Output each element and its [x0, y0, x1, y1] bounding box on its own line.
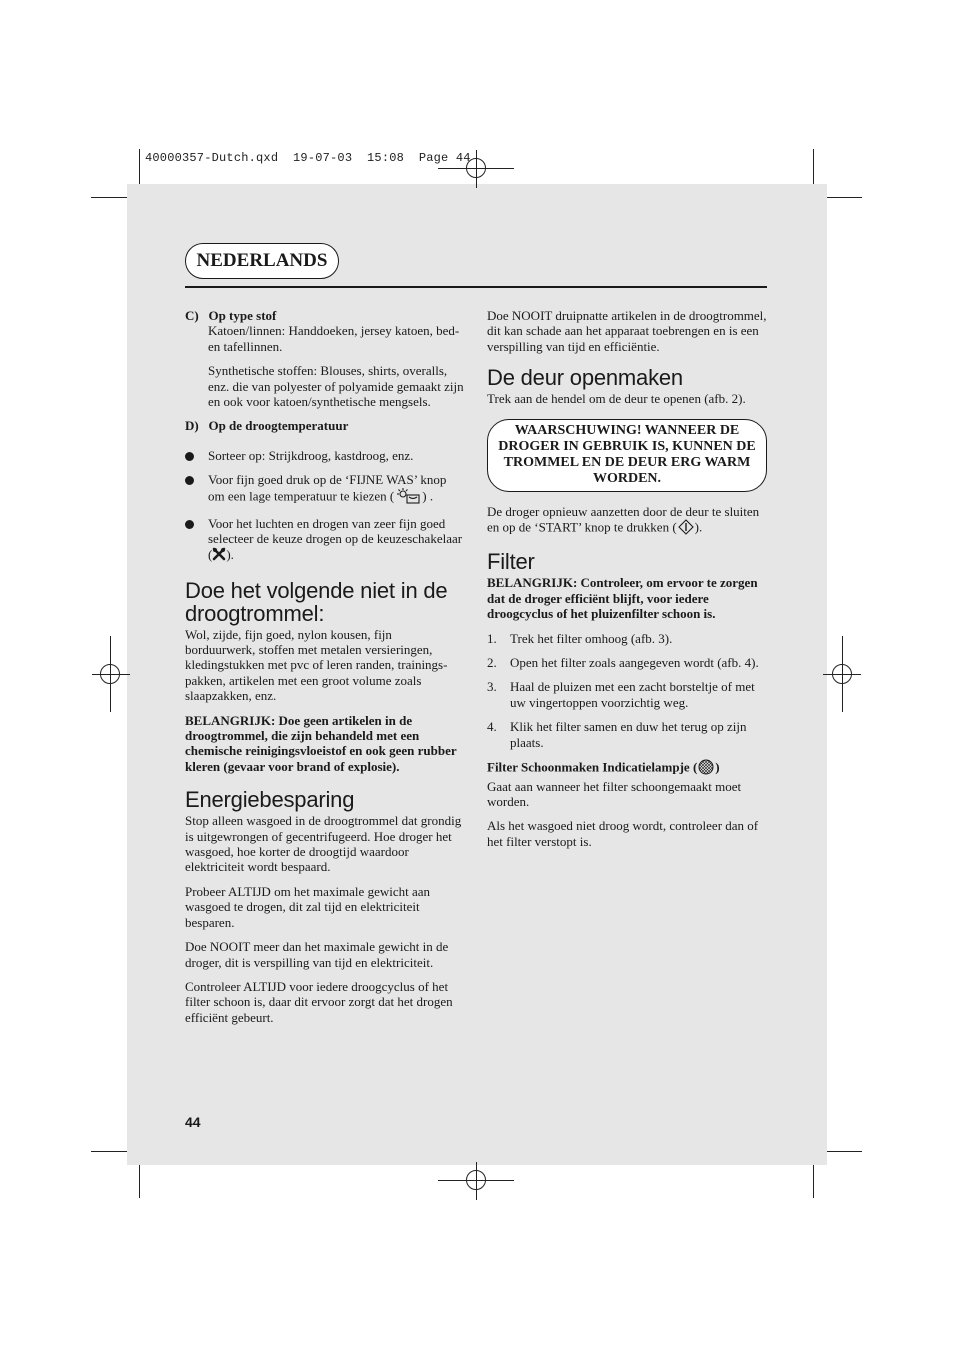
list-item: [185, 472, 465, 507]
intro-text: Doe NOOIT druipnatte artikelen in de droogtrommel, dit kan schade aan het apparaat toebrengen en is een verspilling van tijd en efficiëntie.: [487, 308, 767, 354]
cotton-text: Katoen/linnen: Handdoeken, jersey katoen, bed- en tafellinnen.: [208, 323, 460, 354]
bullet-text: Voor het luchten en drogen van zeer fijn goed selecteer de keuze drogen op de keuzeschakelaar (: [208, 516, 463, 562]
bullet-text: Sorteer op: Strijkdroog, kastdroog, enz.: [208, 447, 414, 463]
step-number: 1.: [487, 630, 497, 646]
bullet-text: Voor fijn goed druk op de ‘FIJNE WAS’ knop om een lage temperatuur te kiezen (: [208, 472, 447, 504]
indicator-title-start: Filter Schoonmaken Indicatielampje (: [487, 759, 698, 775]
restart-text-start: De droger opnieuw aanzetten door de deur te sluiten en op de ‘START’ knop te drukken (: [487, 503, 760, 535]
restart-text-end: ).: [694, 519, 703, 535]
right-column: [487, 308, 767, 858]
print-slug: 40000357-Dutch.qxd 19-07-03 15:08 Page 44: [145, 151, 471, 165]
bullet-icon: [185, 452, 194, 461]
section-d-label: D): [185, 418, 199, 434]
list-item: [487, 719, 767, 750]
indicator-title-end: ): [715, 759, 720, 775]
indicator-text: Gaat aan wanneer het filter schoongemaakt moet worden.: [487, 778, 742, 809]
section-d-title: Op de droogtemperatuur: [208, 418, 349, 434]
page-number: 44: [185, 1114, 201, 1130]
step-text: Haal de pluizen met een zacht borsteltje of met uw vingertoppen voorzichtig weg.: [510, 679, 755, 710]
not-in-dryer-text: Wol, zijde, fijn goed, nylon kousen, fijn borduurwerk, stoffen met metalen versieringen, kledingstukken met pvc of leren randen, trainings-pakken, artikelen met een groot volume zoals slaapzakken, enz.: [185, 626, 448, 704]
start-icon: [677, 519, 695, 538]
list-item: [487, 679, 767, 710]
section-c-label: C): [185, 308, 199, 323]
crop-mark: [139, 1160, 140, 1198]
heading-energy: Energiebesparing: [185, 787, 355, 813]
list-item: [487, 631, 767, 646]
header-rule: [185, 286, 339, 288]
step-text: Trek het filter omhoog (afb. 3).: [510, 630, 673, 646]
step-text: Klik het filter samen en duw het terug op zijn plaats.: [510, 719, 747, 750]
bullet-icon: [185, 476, 194, 485]
bullet-icon: [185, 520, 194, 529]
delicate-wash-icon: [394, 488, 422, 507]
energy-paragraph: Doe NOOIT meer dan het maximale gewicht in de droger, dit is verspilling van tijd en elektriciteit.: [185, 939, 449, 970]
energy-paragraph: Probeer ALTIJD om het maximale gewicht aan wasgoed te drogen, dit zal tijd en elektriciteit besparen.: [185, 883, 431, 930]
step-number: 4.: [487, 719, 497, 735]
heading-not-in-dryer: Doe het volgende niet in de droogtrommel:: [185, 577, 448, 626]
crop-mark: [91, 197, 131, 198]
crop-mark: [813, 149, 814, 187]
section-c-title: Op type stof: [208, 308, 277, 323]
list-item: [487, 655, 767, 670]
bullet-text-end: ) .: [422, 488, 434, 504]
list-item: [185, 448, 465, 463]
bullet-text-end: ).: [226, 546, 234, 562]
registration-mark: [466, 158, 486, 178]
filter-indicator-icon: [697, 759, 715, 778]
crop-mark: [822, 197, 862, 198]
heading-filter: Filter: [487, 549, 535, 575]
restart-text: [487, 504, 767, 539]
heading-door: De deur openmaken: [487, 365, 683, 391]
registration-mark: [100, 664, 120, 684]
step-text: Open het filter zoals aangegeven wordt (afb. 4).: [510, 655, 759, 671]
registration-mark: [466, 1170, 486, 1190]
door-text: Trek aan de hendel om de deur te openen (afb. 2).: [487, 391, 746, 407]
header-rule: [339, 286, 767, 288]
warning-box: [487, 419, 767, 492]
not-in-dryer-important: BELANGRIJK: Doe geen artikelen in de droogtrommel, die zijn behandeld met een chemische reinigingsvloeistof en ook geen rubber kleren (gevaar voor brand of explosie).: [185, 712, 457, 774]
synthetic-text: Synthetische stoffen: Blouses, shirts, overalls, enz. die van polyester of polyamide gemaakt zijn en ook voor katoen/synthetische mengsels.: [208, 363, 464, 410]
energy-paragraph: Stop alleen wasgoed in de droogtrommel dat grondig is uitgewrongen of gecentrifugeerd. Hoe droger het wasgoed, hoe korter de droogtijd waardoor elektriciteit wordt bespaard.: [185, 813, 462, 875]
last-text: Als het wasgoed niet droog wordt, controleer dan of het filter verstopt is.: [487, 818, 759, 849]
energy-paragraph: Controleer ALTIJD voor iedere droogcyclus of het filter schoon is, daar dit ervoor zorgt dat het drogen efficiënt gebeurt.: [185, 978, 453, 1025]
step-number: 3.: [487, 679, 497, 695]
list-item: [185, 516, 465, 565]
air-dry-icon: [212, 547, 226, 564]
crop-mark: [91, 1151, 131, 1152]
filter-important: BELANGRIJK: Controleer, om ervoor te zorgen dat de droger efficiënt blijft, voor iedere droogcyclus of het pluizenfilter schoon is.: [487, 575, 758, 622]
indicator-title: [487, 759, 767, 778]
crop-mark: [813, 1160, 814, 1198]
language-badge: NEDERLANDS: [185, 243, 339, 279]
crop-mark: [822, 1151, 862, 1152]
crop-mark: [139, 149, 140, 187]
registration-mark: [832, 664, 852, 684]
left-column: [185, 308, 465, 1034]
step-number: 2.: [487, 655, 497, 671]
warning-text: WAARSCHUWING! WANNEER DE DROGER IN GEBRUIK IS, KUNNEN DE TROMMEL EN DE DEUR ERG WARM WORDEN.: [498, 422, 756, 486]
